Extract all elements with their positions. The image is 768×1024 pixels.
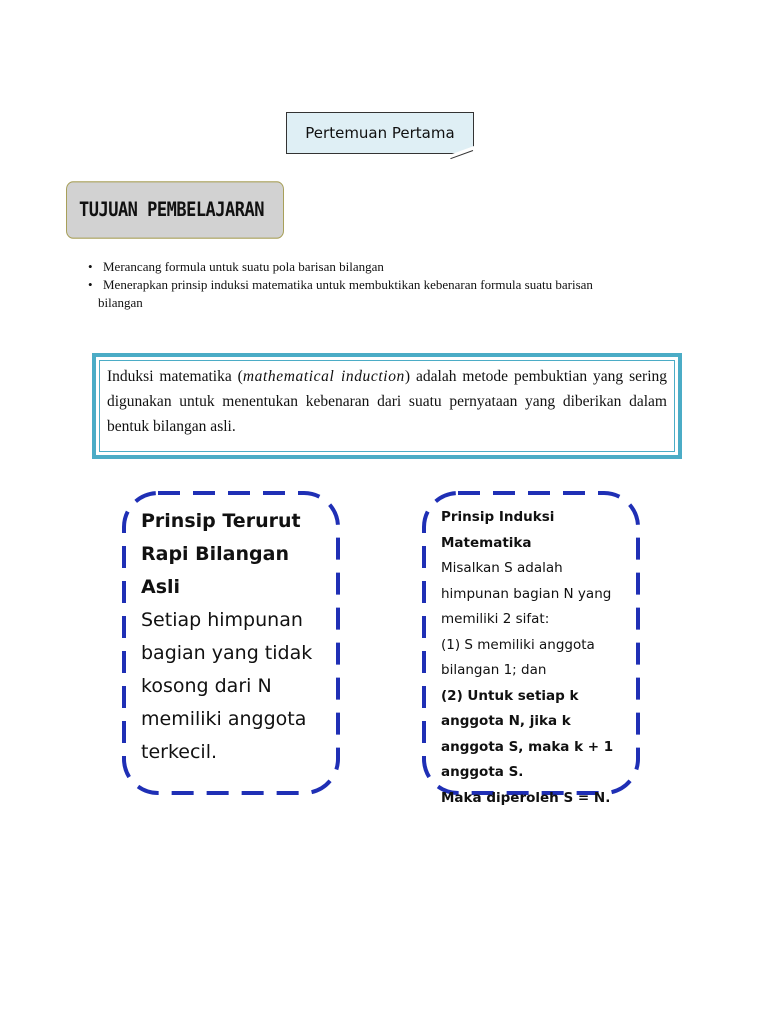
objective-item <box>86 276 686 294</box>
definition-term: mathematical induction <box>242 368 405 385</box>
well-ordering-content <box>141 505 331 769</box>
definition-part1: Induksi matematika ( <box>107 368 243 385</box>
objective-text: Menerapkan prinsip induksi matematika untuk membuktikan kebenaran formula suatu barisan <box>103 277 593 292</box>
well-ordering-body: Setiap himpunan bagian yang tidak kosong dari N memiliki anggota terkecil. <box>141 609 313 763</box>
induction-property-1: (1) S memiliki anggota bilangan 1; dan <box>441 636 595 678</box>
induction-principle-intro: Misalkan S adalah himpunan bagian N yang memiliki 2 sifat: <box>441 560 612 627</box>
objective-item <box>86 258 686 276</box>
induction-principle-content <box>441 505 631 811</box>
definition-part2: ) adalah metode pembuktian yang sering digunakan untuk menentukan kebenaran dari suatu pernyataan yang diberikan dalam bentuk bilangan asli. <box>107 368 668 435</box>
meeting-label: Pertemuan Pertama <box>305 124 455 142</box>
induction-principle-title: Prinsip Induksi Matematika <box>441 509 555 551</box>
definition-text <box>107 364 667 439</box>
objectives-list <box>86 258 686 312</box>
well-ordering-title: Prinsip Terurut Rapi Bilangan Asli <box>141 510 301 598</box>
objective-text: bilangan <box>98 295 143 310</box>
objective-item-continuation <box>86 294 686 312</box>
bullet-icon: • <box>88 277 93 292</box>
objectives-heading: TUJUAN PEMBELAJARAN <box>79 198 264 222</box>
induction-conclusion: Maka diperoleh S = N. <box>441 789 611 806</box>
induction-property-2: (2) Untuk setiap k anggota N, jika k anggota S, maka k + 1 anggota S. <box>441 687 614 780</box>
meeting-label-box <box>286 112 474 154</box>
objective-text: Merancang formula untuk suatu pola barisan bilangan <box>103 259 384 274</box>
objectives-heading-box <box>66 181 284 239</box>
bullet-icon: • <box>88 259 93 274</box>
